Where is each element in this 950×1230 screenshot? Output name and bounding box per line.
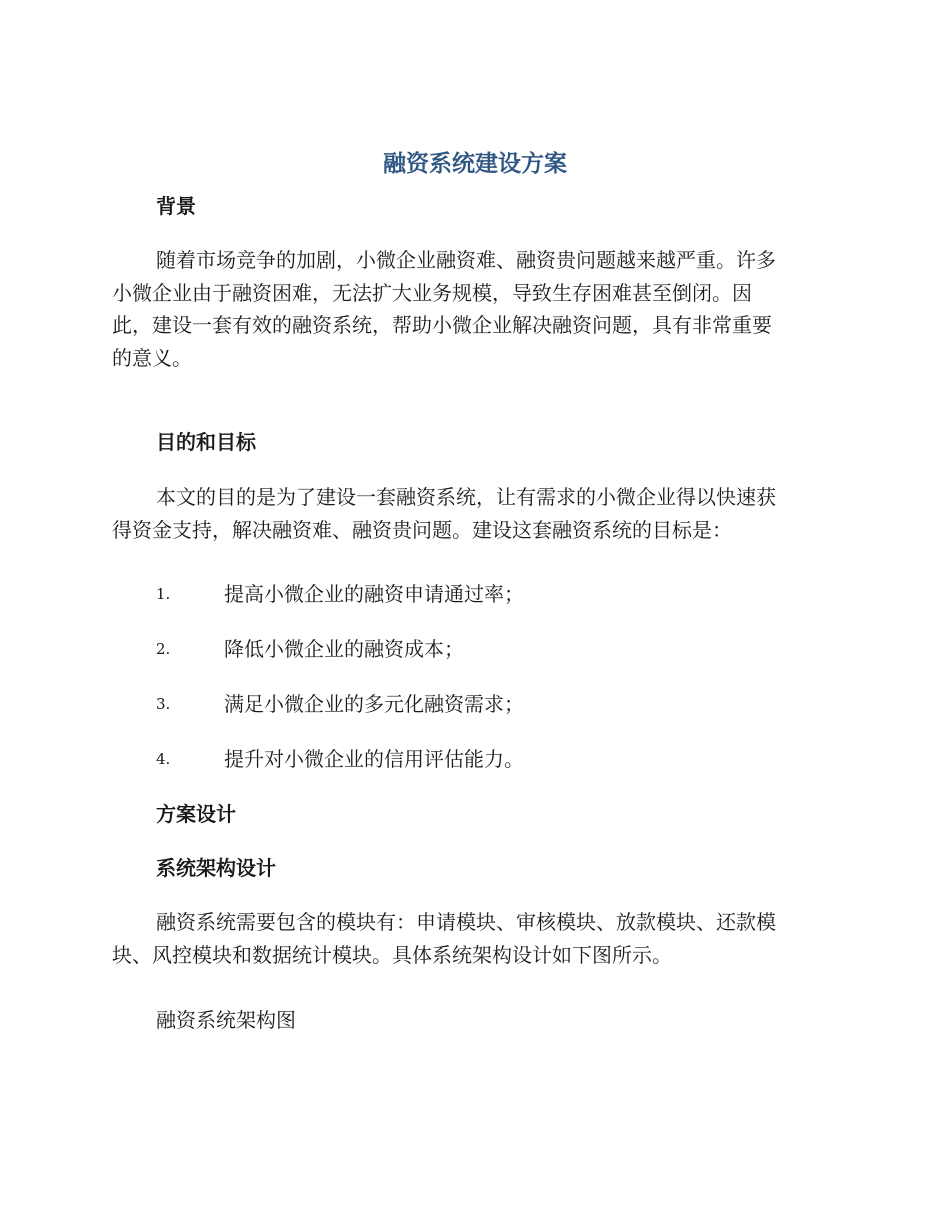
heading-goals: 目的和目标 [156, 430, 256, 454]
document-title: 融资系统建设方案 [383, 151, 567, 177]
heading-background: 背景 [156, 194, 196, 218]
heading-design: 方案设计 [156, 802, 236, 826]
list-item [156, 688, 836, 720]
list-text: 满足小微企业的多元化融资需求； [224, 692, 524, 716]
paragraph-goals [112, 481, 832, 546]
paragraph-architecture [112, 906, 832, 971]
paragraph-line: 此，建设一套有效的融资系统，帮助小微企业解决融资问题，具有非常重要 [112, 313, 772, 337]
list-item [156, 578, 836, 610]
figure-caption: 融资系统架构图 [156, 1008, 296, 1032]
list-text: 提高小微企业的融资申请通过率； [224, 582, 524, 606]
list-item [156, 633, 836, 665]
list-text: 降低小微企业的融资成本； [224, 637, 464, 661]
list-number: 2. [156, 640, 171, 658]
paragraph-line: 本文的目的是为了建设一套融资系统，让有需求的小微企业得以快速获 [156, 485, 776, 509]
list-number: 4. [156, 750, 171, 768]
list-text: 提升对小微企业的信用评估能力。 [224, 747, 524, 771]
heading-architecture: 系统架构设计 [156, 856, 276, 880]
paragraph-line: 随着市场竞争的加剧，小微企业融资难、融资贵问题越来越严重。许多 [156, 248, 776, 272]
paragraph-line: 得资金支持，解决融资难、融资贵问题。建设这套融资系统的目标是： [112, 517, 732, 542]
paragraph-line: 的意义。 [112, 345, 192, 370]
list-item [156, 743, 836, 775]
paragraph-line: 融资系统需要包含的模块有：申请模块、审核模块、放款模块、还款模 [156, 910, 776, 934]
paragraph-line: 块、风控模块和数据统计模块。具体系统架构设计如下图所示。 [112, 942, 672, 967]
paragraph-background [112, 244, 832, 374]
list-number: 1. [156, 585, 171, 603]
list-number: 3. [156, 695, 171, 713]
paragraph-line: 小微企业由于融资困难，无法扩大业务规模，导致生存困难甚至倒闭。因 [112, 280, 752, 305]
